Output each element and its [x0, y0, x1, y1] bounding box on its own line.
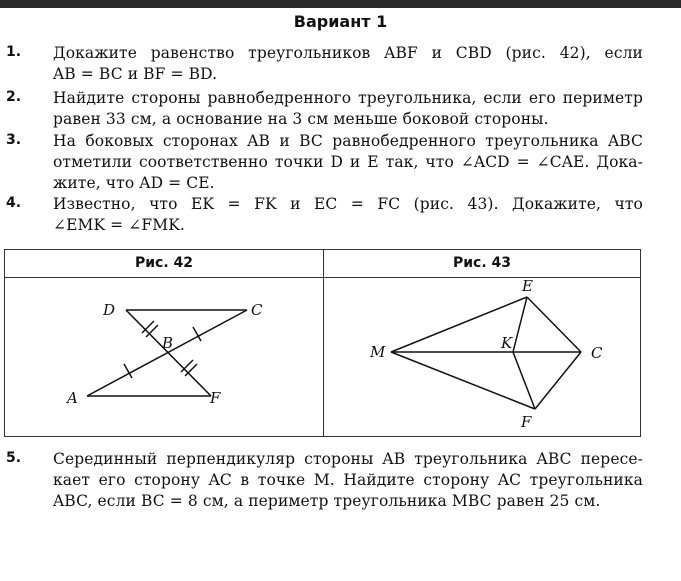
fig42-caption: Рис. 42	[134, 255, 194, 271]
task-number: 3.	[6, 132, 22, 148]
task-number: 5.	[6, 450, 22, 466]
label-b: B	[162, 334, 174, 352]
task-line: кает его сторону AC в точке M. Найдите сторону AC треугольника	[53, 471, 643, 489]
segment-kf	[513, 352, 535, 409]
task-text	[53, 131, 643, 194]
segment-ca	[87, 310, 247, 396]
task-text	[53, 194, 643, 236]
label-c: C	[251, 301, 263, 319]
label-m: M	[370, 343, 386, 361]
task-line: ∠EMK = ∠FMK.	[53, 216, 185, 234]
segment-mf	[391, 352, 535, 409]
task-line: жите, что AD = CE.	[53, 174, 215, 192]
task-number: 2.	[6, 89, 22, 105]
top-bar	[0, 0, 681, 8]
task-text	[53, 43, 643, 85]
label-f: F	[210, 389, 221, 407]
figure-table	[4, 249, 641, 437]
segment-ek	[513, 297, 527, 352]
fig42-diagram	[5, 278, 323, 436]
task-number: 4.	[6, 195, 22, 211]
task-number: 1.	[6, 44, 22, 60]
label-f: F	[521, 413, 532, 431]
task-line: Серединный перпендикуляр стороны AB треугольника ABC пересе-	[53, 450, 643, 468]
task-line: Найдите стороны равнобедренного треугольника, если его периметр	[53, 89, 643, 107]
task-line: ABC, если BC = 8 см, а периметр треугольника MBC равен 25 см.	[53, 492, 601, 510]
fig43-caption: Рис. 43	[452, 255, 512, 271]
task-line: равен 33 см, а основание на 3 см меньше боковой стороны.	[53, 110, 549, 128]
label-e: E	[522, 278, 533, 295]
label-k: K	[501, 334, 513, 352]
task-text	[53, 449, 643, 512]
task-text	[53, 88, 643, 130]
task-line: Известно, что EK = FK и EC = FC (рис. 43). Докажите, что	[53, 195, 643, 213]
task-line: Докажите равенство треугольников ABF и CBD (рис. 42), если	[53, 44, 643, 62]
label-a: A	[67, 389, 78, 407]
label-c: C	[591, 344, 603, 362]
task-line: отметили соответственно точки D и E так, что ∠ACD = ∠CAE. Дока-	[53, 153, 643, 171]
task-line: AB = BC и BF = BD.	[53, 65, 218, 83]
segment-ec	[527, 297, 581, 352]
page-title: Вариант 1	[293, 12, 388, 31]
label-d: D	[103, 301, 116, 319]
segment-fc	[535, 352, 581, 409]
task-line: На боковых сторонах AB и BC равнобедренного треугольника ABC	[53, 132, 643, 150]
fig43-diagram	[324, 278, 640, 436]
